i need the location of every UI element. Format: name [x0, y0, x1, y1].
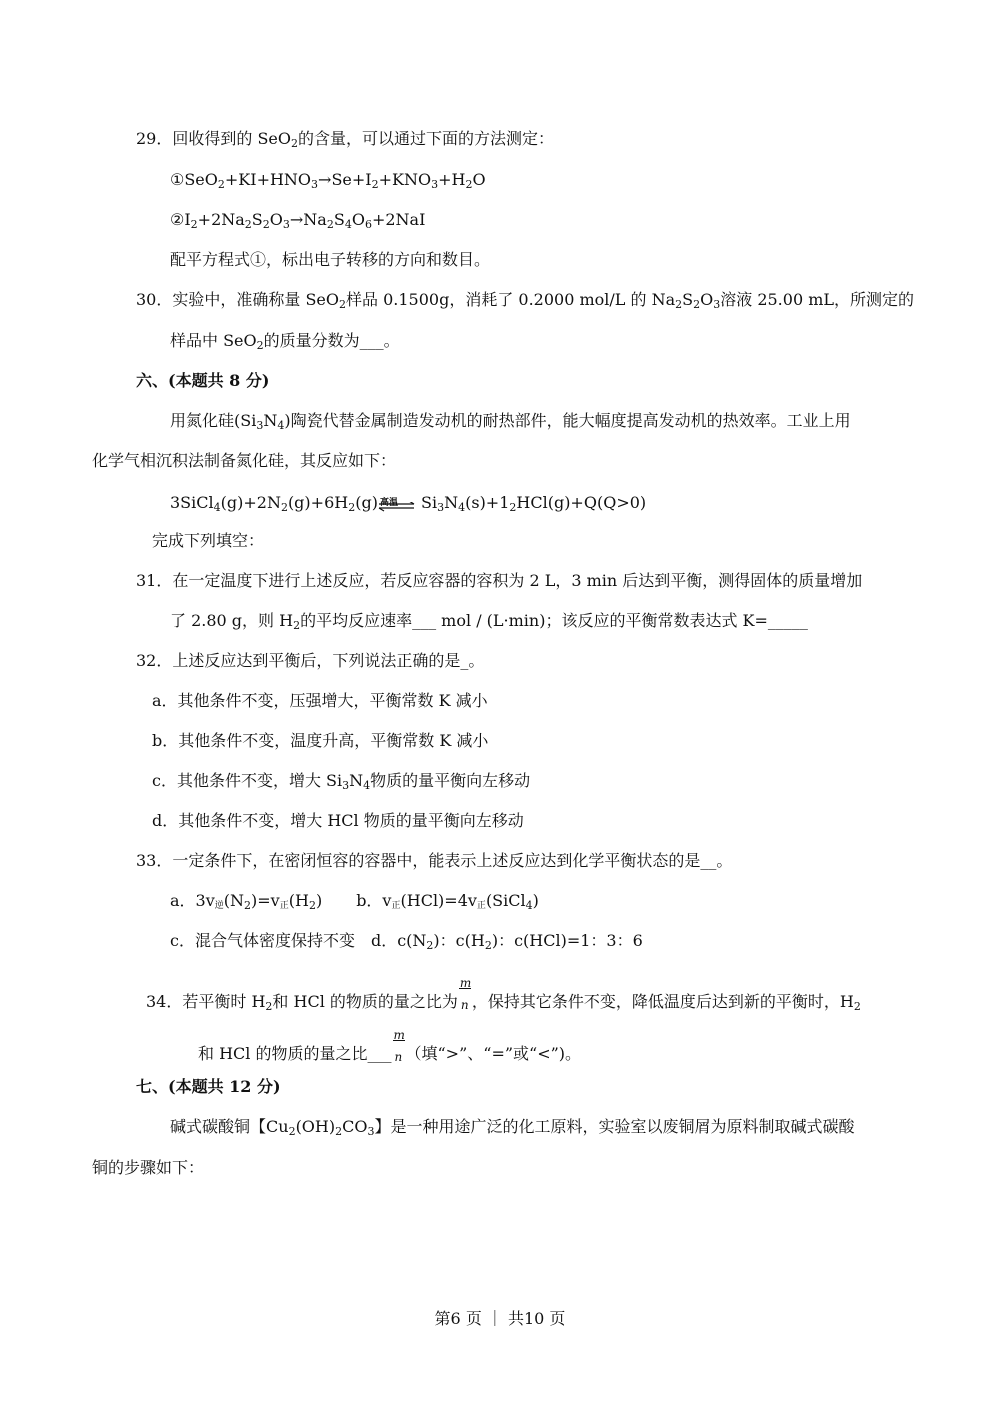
ratio-fraction: $\frac{m}{n}$	[459, 975, 472, 1012]
equilibrium-arrow-icon	[378, 502, 416, 512]
q32-stem: 32．上述反应达到平衡后，下列说法正确的是_。	[136, 651, 485, 670]
fill-in-instruction: 完成下列填空：	[152, 531, 265, 550]
q31-line-2: 了 2.80 g，则 $H_2$的平均反应速率___ mol / (L·min)；该反应的平衡常数表达式 K=_____	[170, 611, 808, 632]
q30-line-1: 30．实验中，准确称量 SeO$_2$样品 0.1500g，消耗了 0.2000 mol/L 的 $Na_2S_2O_3$溶液 25.00 mL，所测定的	[136, 290, 915, 311]
section-7-heading: 七、(本题共 12 分)	[136, 1077, 281, 1096]
section-7-paragraph-1: 碱式碳酸铜【$Cu_2(OH)_2CO_3$】是一种用途广泛的化工原料，实验室以废铜屑为原料制取碱式碳酸	[170, 1117, 855, 1138]
reaction-condition-arrow: 高温	[378, 494, 416, 514]
page-footer: 第6 页 ｜ 共10 页	[434, 1309, 566, 1328]
q29-task: 配平方程式①，标出电子转移的方向和数目。	[170, 250, 491, 269]
q32-option-d: d．其他条件不变，增大 HCl 物质的量平衡向左移动	[152, 811, 524, 830]
ratio-fraction: $\frac{m}{n}$	[393, 1027, 405, 1064]
q32-option-a: a．其他条件不变，压强增大，平衡常数 K 减小	[152, 691, 488, 710]
q29-equation-2: $②I_2+2Na_2S_2O_3\to Na_2S_4O_6+2NaI$	[170, 210, 426, 231]
section-7-paragraph-2: 铜的步骤如下：	[92, 1158, 205, 1177]
q31-line-1: 31．在一定温度下进行上述反应，若反应容器的容积为 2 L，3 min 后达到平衡，测得固体的质量增加	[136, 571, 863, 590]
section-6-paragraph-1: 用氮化硅$(Si_3N_4)$陶瓷代替金属制造发动机的耐热部件，能大幅度提高发动机的热效率。工业上用	[170, 411, 851, 432]
section-6-equation: $3SiCl_4(g)+2N_2(g)+6H_2(g)$ 高温 $Si_3N_4(s)+1_2HCl(g)+Q(Q>0)$	[170, 493, 647, 514]
q34-line-2: 和 HCl 的物质的量之比___ $\frac{m}{n}$ （填“>”、“=”或“<”)。	[198, 1027, 582, 1064]
q32-option-b: b．其他条件不变，温度升高，平衡常数 K 减小	[152, 731, 489, 750]
q33-stem: 33．一定条件下，在密闭恒容的容器中，能表示上述反应达到化学平衡状态的是__。	[136, 851, 733, 870]
q32-option-c: c．其他条件不变，增大 $Si_3N_4$物质的量平衡向左移动	[152, 771, 531, 792]
q34-line-1: 34．若平衡时 $H_2$和 HCl 的物质的量之比为 $\frac{m}{n}$ ，保持其它条件不变，降低温度后达到新的平衡时，$H_2$	[146, 975, 861, 1013]
q29-line: 29．回收得到的 SeO$_2$的含量，可以通过下面的方法测定：	[136, 129, 555, 150]
q33-options-cd: c．混合气体密度保持不变 d．$c(N_2)$：$c(H_2)$：c(HCl)=1：3：6	[170, 931, 643, 952]
section-6-paragraph-2: 化学气相沉积法制备氮化硅，其反应如下：	[92, 451, 397, 470]
q33-options-ab: a．$3v_逆(N_2)=v_正(H_2)$ b．$v_正(HCl)=4v_正(SiCl_4)$	[170, 891, 539, 912]
q30-line-2: 样品中 SeO$_2$的质量分数为___。	[170, 331, 400, 352]
q29-equation-1: $①SeO_2+KI+HNO_3\to Se+I_2+KNO_3+H_2O$	[170, 170, 486, 191]
section-6-heading: 六、(本题共 8 分)	[136, 371, 270, 390]
